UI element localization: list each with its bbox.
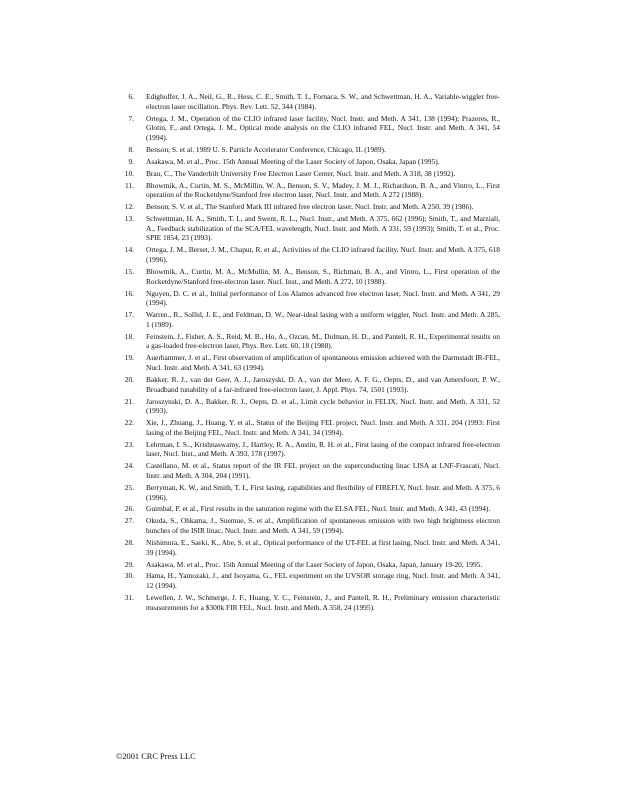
reference-text: Hama, H., Yamozaki, J., and Isoyama, G., FEL experiment on the UVSOR storage ring, Nucl. Instr. and Meth. A 341, 12 (1994).: [146, 571, 500, 591]
reference-item: [116, 145, 500, 155]
reference-number: 8.: [128, 144, 134, 154]
reference-text: Lewellen, J. W., Schmerge, J. F., Huang, Y. C., Feinstein, J., and Pantell, R. H., Preliminary emission characteristic measurements for a $300k FIR FEL, Nucl. Instr. and Meth. A 358, 24 (1995).: [146, 593, 500, 612]
reference-item: [116, 214, 500, 243]
reference-number: 21.: [124, 396, 134, 406]
reference-item: [116, 289, 500, 308]
reference-item: [116, 353, 500, 372]
reference-text: Brau, C., The Vanderbilt University Free Electron Laser Center, Nucl. Instr. and Meth. A 318, 38 (1992).: [146, 168, 456, 178]
reference-item: [116, 267, 500, 286]
reference-number: 16.: [124, 288, 134, 298]
reference-item: [116, 571, 500, 590]
reference-text: Nishimura, E., Saeki, K., Abe, S. et al., Optical performance of the UT-FEL at first lasing, Nucl. Instr. and Meth. A 341, 39 (1994).: [146, 537, 500, 557]
reference-number: 19.: [124, 353, 134, 363]
reference-text: Benson, S. V. et al., The Stanford Mark III infrared free electron laser, Nucl. Instr. and Meth. A 250, 39 (1986).: [146, 202, 474, 212]
reference-item: [116, 169, 500, 179]
reference-item: [116, 202, 500, 212]
reference-number: 9.: [128, 156, 134, 166]
reference-number: 28.: [124, 537, 134, 547]
reference-number: 7.: [128, 113, 134, 123]
reference-item: [116, 483, 500, 502]
reference-text: Bhowmik, A., Curtin, M. A., McMullin, M. A., Benson, S., Richman, B. A., and Vintro, L., First operation of the Rocketdyne/Stanford free-electron laser. Nucl. Inst., and Meth. A 272, 10 (1988).: [146, 266, 500, 286]
reference-text: Feinstein, J., Fisher, A. S., Reid, M. B., Ho, A., Ozcan, M., Dulman, H. D., and Pantell, R. H., Experimental results on a gas-loaded free-electron laser, Phys. Rev. Lett. 60, 18 (1988).: [146, 331, 500, 351]
reference-number: 12.: [124, 202, 134, 212]
reference-number: 15.: [124, 266, 134, 276]
reference-number: 18.: [124, 331, 134, 341]
reference-item: [116, 560, 500, 570]
reference-text: Asakawa, M. et al., Proc. 15th Annual Meeting of the Laser Society of Japon, Osaka, Japan (1995).: [146, 156, 440, 166]
reference-item: [116, 593, 500, 612]
reference-text: Xie, J., Zhuang, J., Huang, Y. et al., Status of the Beijing FEL project, Nucl. Instr. and Meth. A 331, 204 (1993: First lasing of the Beijing FEL, Nucl. Instr. and Meth. A 341, 34 (1994).: [146, 418, 500, 437]
reference-number: 27.: [124, 516, 134, 526]
reference-text: Schwettman, H. A., Smith, T. I., and Swent, R. L., Nucl. Instr., and Meth. A 375, 662 (1996); Smith, T., and Marziali, A., Feedback stabilization of the SCA/FEL wavelength, Nucl. Instr. and Meth. A 331, 59 (1993); Smith, T. et al., Proc. SPIE 1854, 23 (1993).: [146, 214, 500, 243]
reference-item: [116, 310, 500, 329]
reference-number: 26.: [124, 504, 134, 514]
reference-item: [116, 504, 500, 514]
reference-item: [116, 516, 500, 535]
reference-item: [116, 157, 500, 167]
reference-text: Nguyen, D. C. et al., Initial performance of Los Alamos advanced free electron laser, Nucl. Instr. and Meth. A 341, 29 (1994).: [146, 288, 500, 308]
reference-number: 31.: [124, 593, 134, 603]
reference-item: [116, 418, 500, 437]
reference-text: Berryman, K. W., and Smith, T. I., First lasing, capabilities and flexibility of FIREFLY, Nucl. Instr. and Meth. A 375, 6 (1996).: [146, 482, 500, 502]
reference-item: [116, 397, 500, 416]
reference-number: 30.: [124, 571, 134, 581]
reference-text: Bakker, R. J., van der Geer, A. J., Jaroszyski, D. A., van der Meer, A. F. G., Oepts, D., and van Amersfoort, P. W., Broadband tunability of a far-infrared free-electron laser, J. Appl. Phys. 74, 1501 (1993).: [146, 374, 500, 394]
reference-item: [116, 245, 500, 264]
reference-number: 14.: [124, 245, 134, 255]
reference-number: 22.: [124, 418, 134, 428]
reference-number: 17.: [124, 310, 134, 320]
reference-item: [116, 538, 500, 557]
reference-number: 10.: [124, 168, 134, 178]
copyright-footer: ©2001 CRC Press LLC: [116, 752, 196, 761]
reference-number: 25.: [124, 482, 134, 492]
reference-text: Jaroszynski, D. A., Bakker, R. J., Oepts, D. et al., Limit cycle behavior in FELIX, Nucl. Instr. and Meth. A 331, 52 (1993).: [146, 396, 500, 416]
reference-number: 23.: [124, 439, 134, 449]
reference-text: Guimbal, P. et al., First results in the saturation regime with the ELSA FEL, Nucl. Instr. and Meth. A 341, 43 (1994).: [146, 504, 491, 514]
reference-item: [116, 461, 500, 480]
reference-item: [116, 440, 500, 459]
reference-text: Castellano, M. et al., Status report of the IR FEL project on the superconducting linac LISA at LNF-Frascati, Nucl. Instr. and Meth. A 304, 204 (1991).: [146, 461, 500, 480]
reference-item: [116, 114, 500, 143]
reference-text: Bhowmik, A., Curtin, M. S., McMillin, W. A., Benson, S. V., Madey, J. M. J., Richardson, B. A., and Vintro, L., First operation of the Rocketdyne/Stanford free electron laser, Nucl. Instr. and Meth. A 272 (1988).: [146, 180, 500, 200]
reference-list: [116, 92, 500, 615]
reference-text: Warren., R., Sollid, J. E., and Feldman, D. W., Near-ideal lasing with a uniform wiggler, Nucl. Instr. and Meth. A 285, 1 (1989).: [146, 310, 500, 329]
reference-number: 13.: [124, 214, 134, 224]
reference-text: Benson, S. et al. 1989 U. S. Particle Accelerator Conference, Chicago, IL (1989).: [146, 144, 386, 154]
reference-item: [116, 332, 500, 351]
reference-number: 29.: [124, 559, 134, 569]
reference-text: Okuda, S., Ohkama, J., Suemue, S. et al., Amplification of spontaneous emission with two high brightness electron bunches of the ISIR linac, Nucl. Instr. and Meth. A 341, 59 (1994).: [146, 516, 500, 536]
reference-text: Ortega, J. M., Berset, J. M., Chaput, R. et al., Activities of the CLIO infrared facility, Nucl. Instr. and Meth. A 375, 618 (1996).: [146, 245, 500, 265]
reference-number: 20.: [124, 374, 134, 384]
reference-item: [116, 181, 500, 200]
reference-text: Edighoffer, J. A., Neil, G., R., Hess, C. E., Smith, T. I., Fornaca, S. W., and Schwettman, H. A., Variable-wiggler free-electron laser oscillation. Phys. Rev. Lett. 52, 344 (1984).: [146, 92, 500, 111]
reference-number: 6.: [128, 92, 134, 101]
reference-text: Auerhammer, J. et al., First observation of amplification of spontaneous emission achieved with the Darmstadt IR-FEL, Nucl. Instr. and Meth. A 341, 63 (1994).: [146, 353, 500, 373]
reference-text: Lehrman, I. S.., Krishnaswamy, J., Hartley, R. A., Austin, R. H. et al., First lasing of the compact infrared free-electron laser, Nucl. Inst., and Meth. A 393, 178 (1997).: [146, 439, 500, 459]
reference-text: Ortega, J. M., Operation of the CLIO infrared laser facility, Nucl. Instr. and Meth. A 341, 138 (1994); Prazeres, R., Glotin, F., and Ortega, J. M., Optical mode analysis on the CLIO infrared FEL, Nucl. Instr. and Meth. A 341, 54 (1994).: [146, 113, 500, 142]
reference-item: [116, 92, 500, 111]
reference-text: Asakawa, M. et al., Proc. 15th Annual Meeting of the Laser Society of Japon, Osaka, Japan, January 19-20, 1995.: [146, 559, 483, 569]
reference-number: 24.: [124, 461, 134, 471]
reference-number: 11.: [125, 180, 134, 190]
reference-item: [116, 375, 500, 394]
